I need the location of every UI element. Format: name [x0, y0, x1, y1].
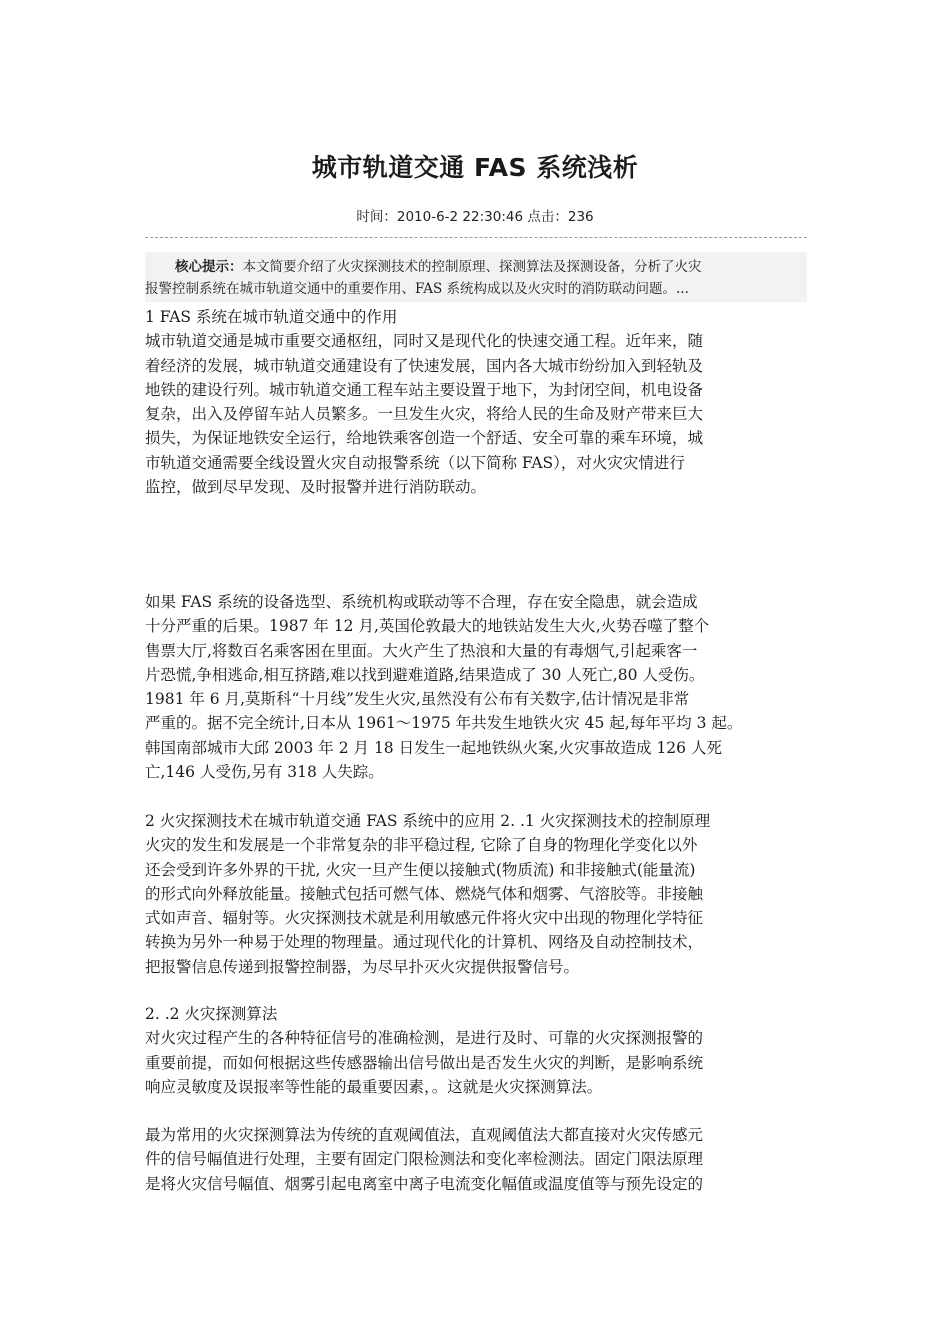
paragraph-line: 监控，做到尽早发现、及时报警并进行消防联动。	[145, 478, 487, 497]
summary-box	[145, 252, 807, 302]
paragraph-line: 的形式向外释放能量。接触式包括可燃气体、燃烧气体和烟雾、气溶胶等。非接触	[145, 884, 704, 903]
paragraph-line: 重要前提，而如何根据这些传感器输出信号做出是否发生火灾的判断，是影响系统	[145, 1053, 704, 1072]
paragraph-line: 把报警信息传递到报警控制器，为尽早扑灭火灾提供报警信号。	[145, 957, 580, 976]
page-title: 城市轨道交通 FAS 系统浅析	[311, 153, 639, 182]
paragraph-line: 复杂，出入及停留车站人员繁多。一旦发生火灾，将给人民的生命及财产带来巨大	[145, 405, 704, 424]
summary-line	[145, 256, 807, 278]
summary-text: 本文简要介绍了火灾探测技术的控制原理、探测算法及探测设备，分析了火灾	[242, 259, 702, 275]
dashed-divider	[145, 237, 807, 238]
section-2	[145, 590, 810, 784]
paragraph-line: 售票大厅,将数百名乘客困在里面。大火产生了热浪和大量的有毒烟气,引起乘客一	[145, 641, 698, 660]
paragraph-line: 如果 FAS 系统的设备选型、系统机构或联动等不合理，存在安全隐患，就会造成	[145, 593, 698, 611]
paragraph-line: 严重的。据不完全统计,日本从 1961～1975 年共发生地铁火灾 45 起,每年平均 3 起。	[145, 714, 743, 733]
section-heading: 1 FAS 系统在城市轨道交通中的作用	[145, 308, 398, 326]
section-3	[145, 809, 810, 979]
section-1	[145, 305, 810, 499]
paragraph-line: 城市轨道交通是城市重要交通枢纽，同时又是现代化的快速交通工程。近年来，随	[145, 332, 704, 351]
article-meta: 时间：2010-6-2 22:30:46 点击：236	[356, 209, 594, 225]
paragraph-line: 还会受到许多外界的干扰, 火灾一旦产生便以接触式(物质流) 和非接触式(能量流)	[145, 860, 696, 879]
paragraph-line: 最为常用的火灾探测算法为传统的直观阈值法，直观阈值法大都直接对火灾传感元	[145, 1126, 704, 1144]
section-heading: 2 火灾探测技术在城市轨道交通 FAS 系统中的应用 2. .1 火灾探测技术的控制原理	[145, 812, 711, 830]
summary-label: 核心提示：	[175, 259, 243, 275]
paragraph-line: 十分严重的后果。1987 年 12 月,英国伦敦最大的地铁站发生大火,火势吞噬了整个	[145, 617, 710, 636]
paragraph-line: 是将火灾信号幅值、烟雾引起电离室中离子电流变化幅值或温度值等与预先设定的	[145, 1174, 704, 1193]
paragraph-line: 对火灾过程产生的各种特征信号的准确检测，是进行及时、可靠的火灾探测报警的	[145, 1029, 704, 1048]
paragraph-line: 着经济的发展，城市轨道交通建设有了快速发展，国内各大城市纷纷加入到轻轨及	[145, 356, 704, 375]
section-heading: 2. .2 火灾探测算法	[145, 1005, 278, 1023]
section-5	[145, 1123, 810, 1196]
paragraph-line: 1981 年 6 月,莫斯科“十月线”发生火灾,虽然没有公布有关数字,估计情况是非常	[145, 690, 690, 709]
paragraph-line: 响应灵敏度及误报率等性能的最重要因素，。这就是火灾探测算法。	[145, 1077, 603, 1096]
paragraph-line: 件的信号幅值进行处理，主要有固定门限检测法和变化率检测法。固定门限法原理	[145, 1150, 704, 1169]
summary-line: 报警控制系统在城市轨道交通中的重要作用、FAS 系统构成以及火灾时的消防联动问题。...	[145, 281, 689, 297]
paragraph-line: 亡,146 人受伤,另有 318 人失踪。	[145, 763, 384, 782]
paragraph-line: 式如声音、辐射等。火灾探测技术就是利用敏感元件将火灾中出现的物理化学特征	[145, 909, 704, 928]
paragraph-line: 韩国南部城市大邱 2003 年 2 月 18 日发生一起地铁纵火案,火灾事故造成 126 人死	[145, 738, 722, 757]
paragraph-line: 火灾的发生和发展是一个非常复杂的非平稳过程, 它除了自身的物理化学变化以外	[145, 836, 698, 855]
paragraph-line: 转换为另外一种易于处理的物理量。通过现代化的计算机、网络及自动控制技术，	[145, 933, 704, 952]
paragraph-line: 市轨道交通需要全线设置火灾自动报警系统（以下简称 FAS），对火灾灾情进行	[145, 453, 685, 472]
section-4	[145, 1002, 810, 1099]
paragraph-line: 地铁的建设行列。城市轨道交通工程车站主要设置于地下，为封闭空间，机电设备	[145, 380, 704, 399]
paragraph-line: 片恐慌,争相逃命,相互挤踏,难以找到避难道路,结果造成了 30 人死亡,80 人受伤。	[145, 665, 705, 684]
paragraph-line: 损失，为保证地铁安全运行，给地铁乘客创造一个舒适、安全可靠的乘车环境，城	[145, 429, 704, 448]
